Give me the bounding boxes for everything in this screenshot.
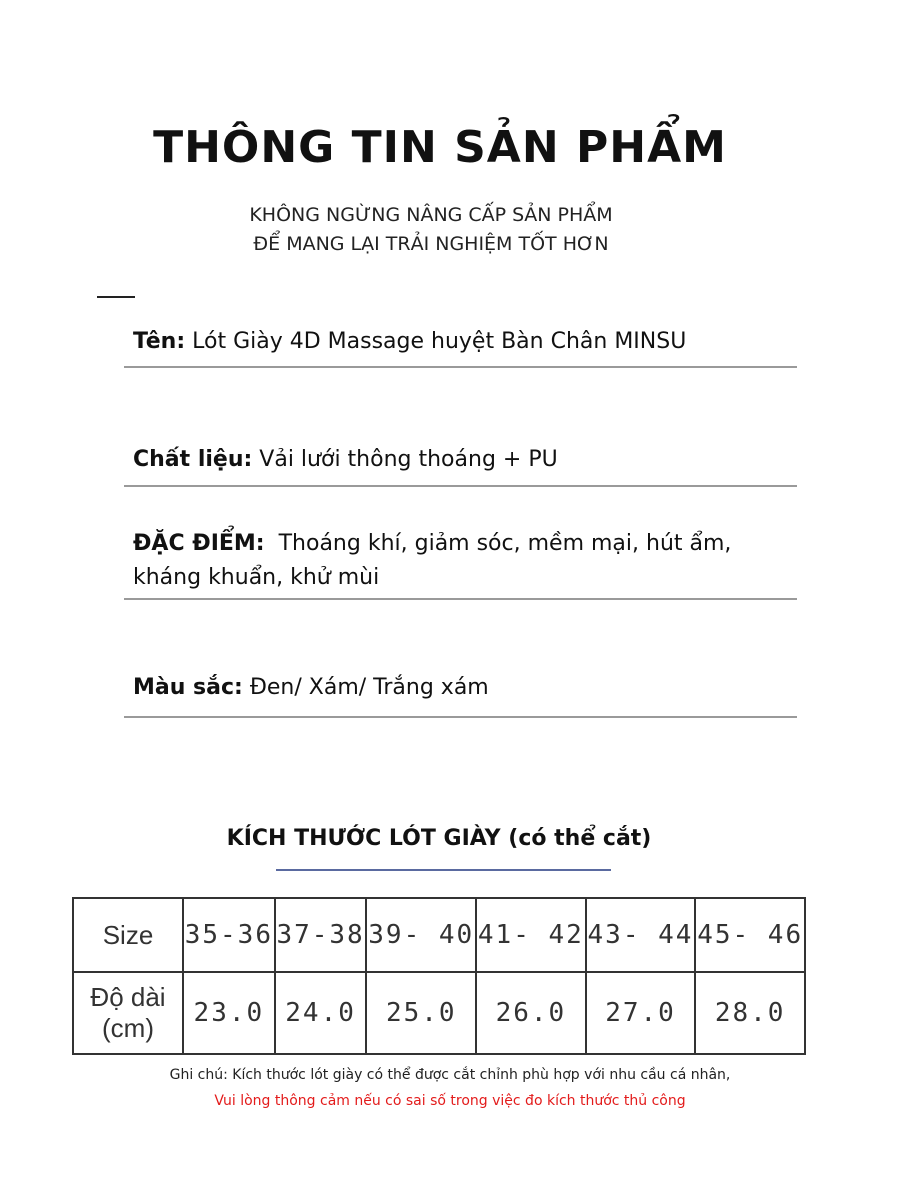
divider-material xyxy=(124,485,797,487)
size-cell: 35-36 xyxy=(183,898,275,972)
size-header-cell: Size xyxy=(73,898,183,972)
info-row-material xyxy=(133,443,773,477)
divider-name xyxy=(124,366,797,368)
material-label: Chất liệu: xyxy=(133,447,253,472)
material-value: Vải lưới thông thoáng + PU xyxy=(259,447,558,472)
subtitle-line-1: KHÔNG NGỪNG NÂNG CẤP SẢN PHẨM xyxy=(249,204,613,226)
length-cell: 25.0 xyxy=(366,972,476,1054)
decorative-dash xyxy=(97,296,135,298)
color-value: Đen/ Xám/ Trắng xám xyxy=(249,675,489,700)
size-table xyxy=(72,897,806,1055)
length-cell: 26.0 xyxy=(476,972,586,1054)
note-line-2: Vui lòng thông cảm nếu có sai số trong việc đo kích thước thủ công xyxy=(214,1093,686,1109)
name-value: Lót Giày 4D Massage huyệt Bàn Chân MINSU xyxy=(192,329,687,354)
subtitle-line-2: ĐỂ MANG LẠI TRẢI NGHIỆM TỐT HƠN xyxy=(253,233,609,255)
features-label: ĐẶC ĐIỂM: xyxy=(133,531,265,556)
length-header-line-1: Độ dài xyxy=(90,982,166,1012)
length-cell: 23.0 xyxy=(183,972,275,1054)
page-title: THÔNG TIN SẢN PHẨM xyxy=(153,122,727,173)
info-row-color xyxy=(133,671,773,705)
size-cell: 41- 42 xyxy=(476,898,586,972)
length-cell: 24.0 xyxy=(275,972,367,1054)
name-label: Tên: xyxy=(133,329,186,354)
divider-color xyxy=(124,716,797,718)
color-label: Màu sắc: xyxy=(133,675,243,700)
length-header-cell xyxy=(73,972,183,1054)
length-cell: 27.0 xyxy=(586,972,696,1054)
size-cell: 39- 40 xyxy=(366,898,476,972)
features-value: Thoáng khí, giảm sóc, mềm mại, hút ẩm, kháng khuẩn, khử mùi xyxy=(133,531,732,590)
size-title-underline xyxy=(276,869,611,871)
divider-features xyxy=(124,598,797,600)
length-header-line-2: (cm) xyxy=(102,1013,154,1043)
size-cell: 43- 44 xyxy=(586,898,696,972)
length-cell: 28.0 xyxy=(695,972,805,1054)
info-row-features xyxy=(133,527,773,595)
size-cell: 45- 46 xyxy=(695,898,805,972)
size-cell: 37-38 xyxy=(275,898,367,972)
table-row-size xyxy=(73,898,805,972)
info-row-name xyxy=(133,325,773,359)
note-line-1: Ghi chú: Kích thước lót giày có thể được cắt chỉnh phù hợp với nhu cầu cá nhân, xyxy=(169,1067,731,1083)
size-section-title: KÍCH THƯỚC LÓT GIÀY (có thể cắt) xyxy=(226,826,652,851)
table-row-length xyxy=(73,972,805,1054)
